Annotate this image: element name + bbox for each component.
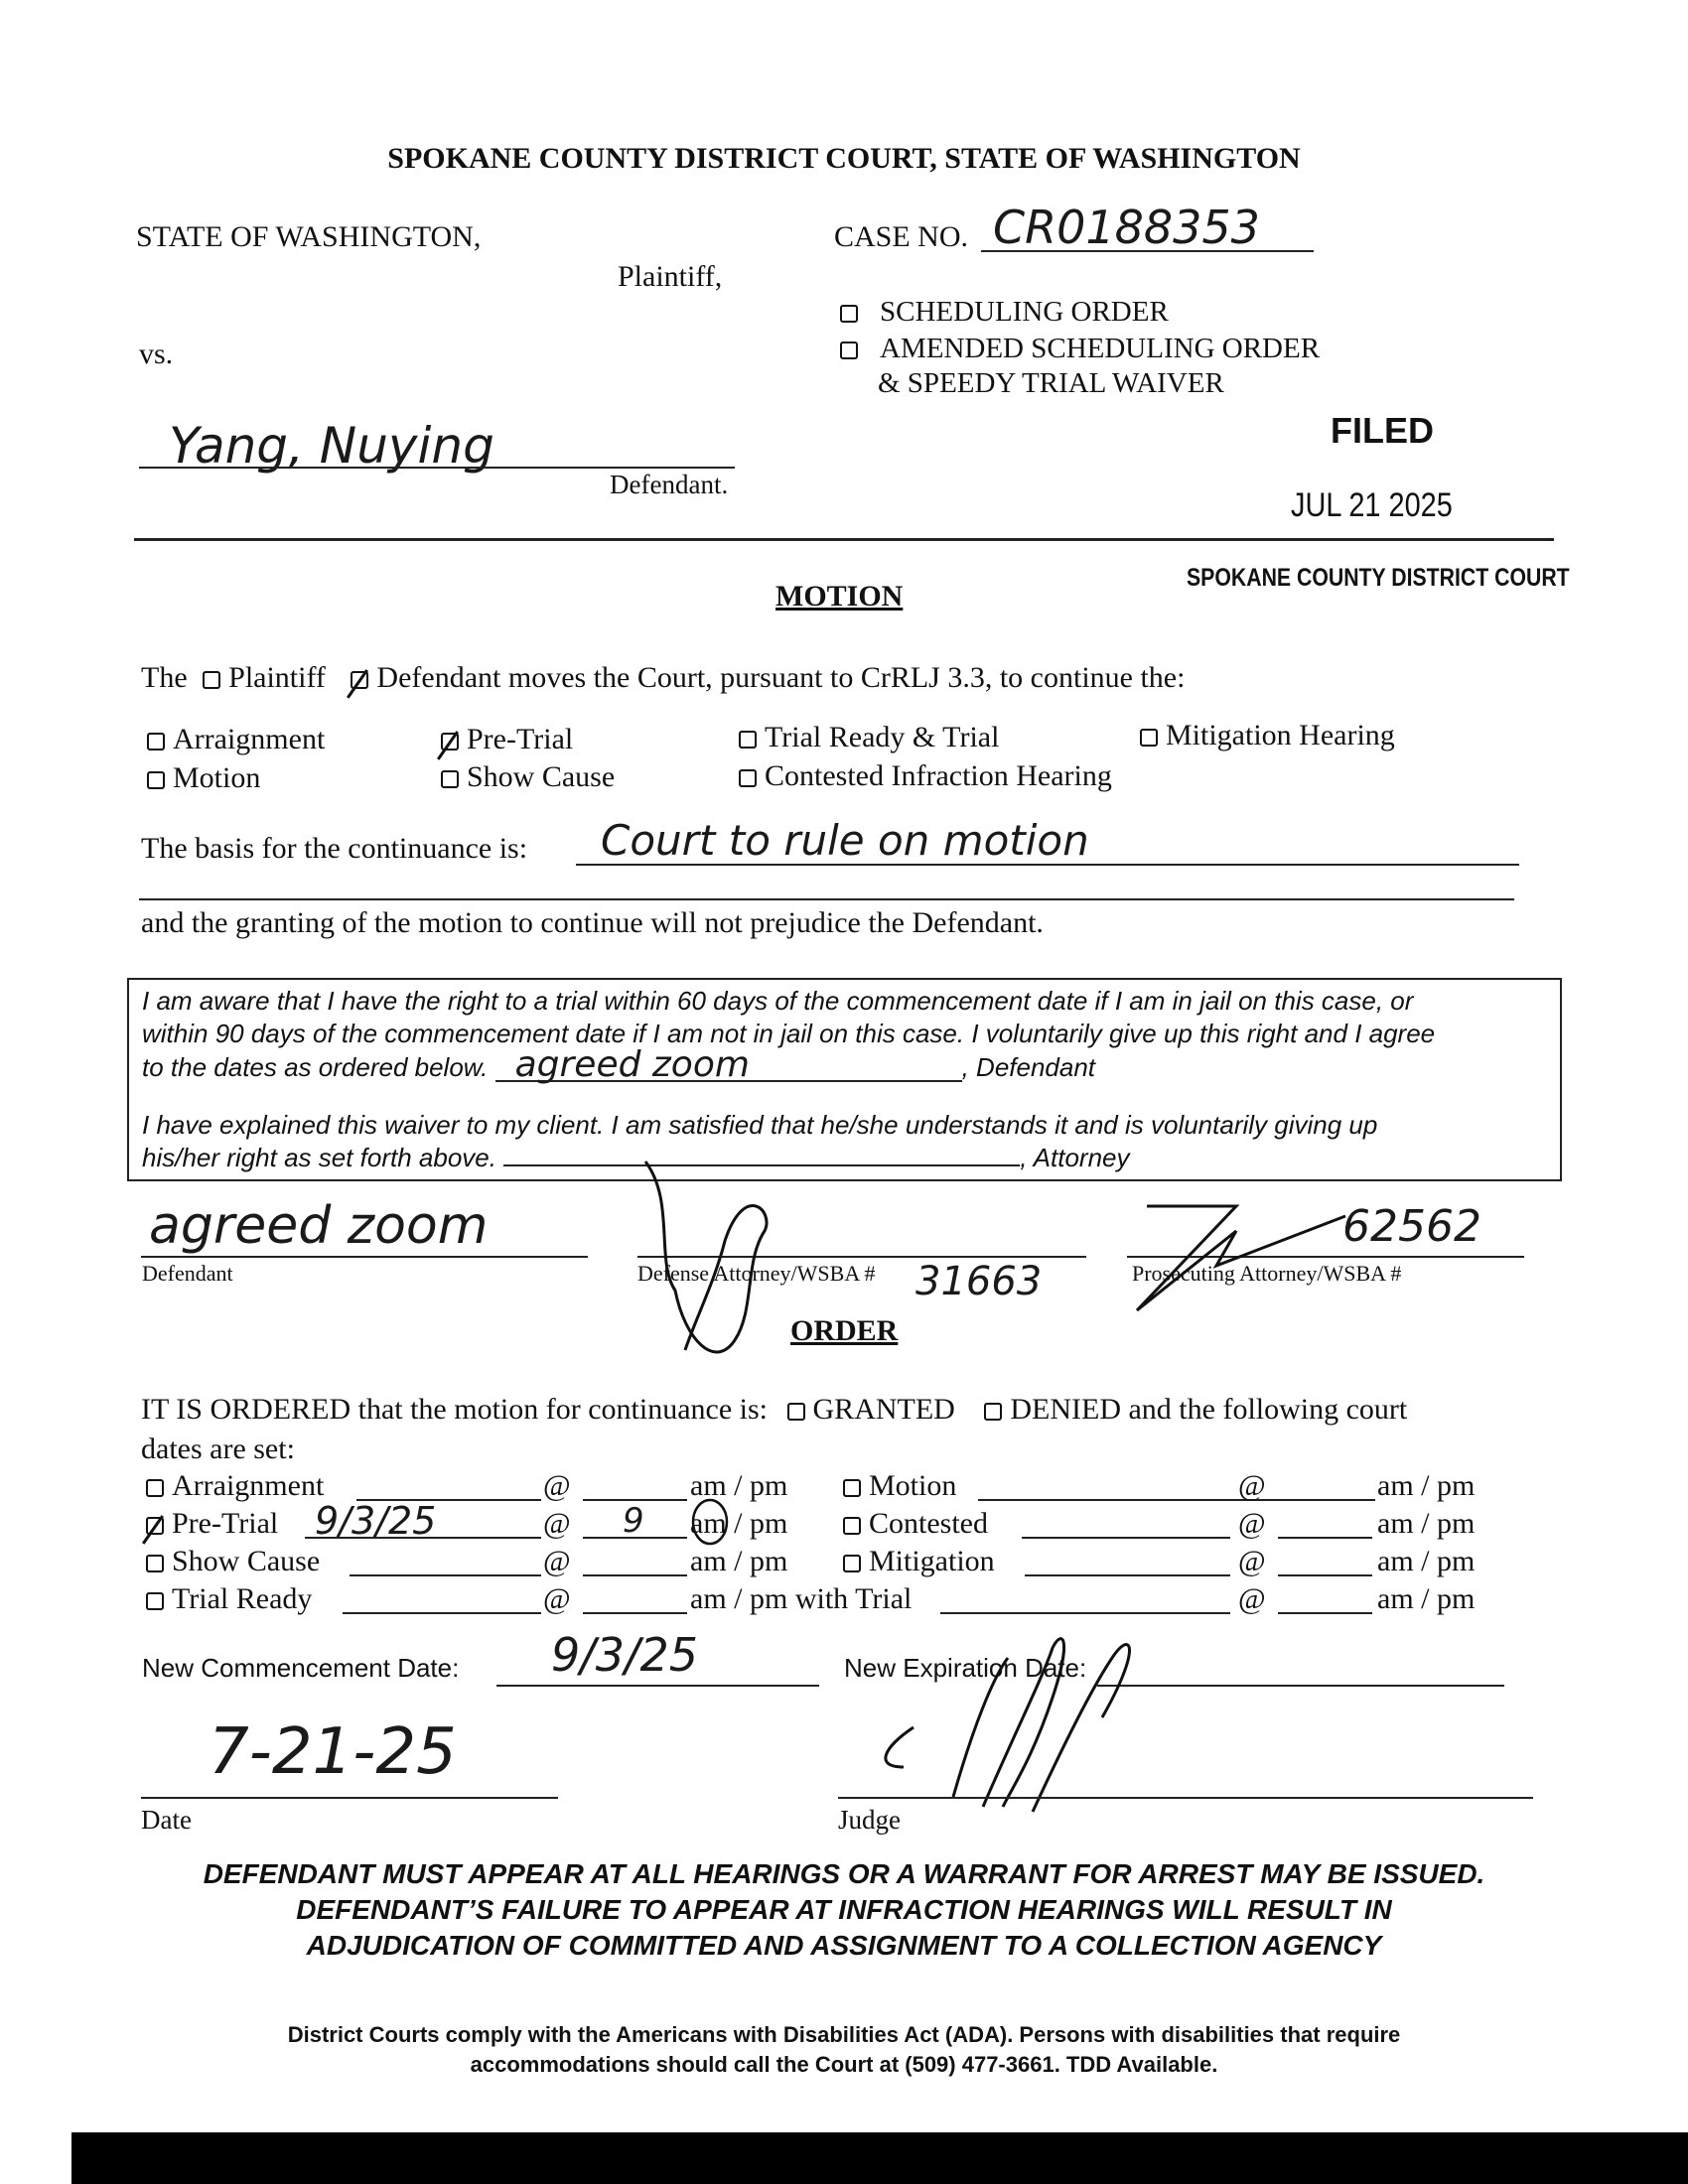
ada-line-1: District Courts comply with the Americans with Disabilities Act (ADA). Persons with disabilities that require	[287, 2022, 1401, 2047]
plaintiff-label: Plaintiff,	[618, 260, 723, 293]
order-row-motion[interactable]: Motion	[843, 1469, 956, 1503]
waiver-line-2: within 90 days of the commencement date if I am not in jail on this case. I voluntarily give up this right and I agree	[142, 1019, 1436, 1048]
scheduling-order-checkbox[interactable]	[840, 305, 858, 323]
prosecutor-wsba-number[interactable]: 62562	[1342, 1201, 1481, 1252]
judge-line	[838, 1797, 1533, 1799]
motion-heading: MOTION	[775, 580, 904, 613]
order-motion-ampm: am / pm	[1377, 1469, 1476, 1502]
order-pre-trial-at: @	[543, 1507, 571, 1540]
order-mitigation-checkbox[interactable]	[843, 1555, 861, 1572]
order-trial-ready-at: @	[543, 1582, 571, 1615]
commencement-line	[496, 1685, 819, 1687]
order-trial-time-line[interactable]	[1278, 1612, 1372, 1614]
order-arraignment-ampm: am / pm	[690, 1469, 788, 1502]
basis-label: The basis for the continuance is:	[141, 832, 528, 865]
order-date-value[interactable]: 7-21-25	[209, 1715, 457, 1789]
waiver-line-1: I am aware that I have the right to a trial within 60 days of the commencement date if I am in jail on this case, or	[142, 986, 1414, 1016]
scheduling-order-option[interactable]: SCHEDULING ORDER	[840, 296, 1169, 329]
granted-checkbox[interactable]	[787, 1403, 805, 1421]
plaintiff-name: STATE OF WASHINGTON,	[136, 220, 482, 253]
order-show-cause-at: @	[543, 1545, 571, 1577]
defendant-name-line	[139, 467, 735, 469]
defendant-name-handwritten: Yang, Nuying	[169, 417, 494, 475]
denied-checkbox[interactable]	[984, 1403, 1002, 1421]
speedy-trial-waiver-label: & SPEEDY TRIAL WAIVER	[878, 367, 1224, 399]
order-contested-at: @	[1238, 1507, 1266, 1540]
waiver-line-4: I have explained this waiver to my client. I am satisfied that he/she understands it and is voluntarily giving up	[142, 1110, 1378, 1140]
order-date-line	[141, 1797, 558, 1799]
motion-intro: The Plaintiff Defendant moves the Court, pursuant to CrRLJ 3.3, to continue the:	[141, 661, 1186, 694]
order-trial-ampm: am / pm	[1377, 1582, 1476, 1615]
order-trial-ready-ampm: am / pm with Trial	[690, 1582, 913, 1615]
amended-scheduling-order-checkbox[interactable]	[840, 341, 858, 359]
order-trial-date-line[interactable]	[940, 1612, 1230, 1614]
order-row-show-cause[interactable]: Show Cause	[146, 1545, 320, 1578]
defense-attorney-label: Defense Attorney/WSBA #	[637, 1261, 876, 1286]
pre-trial-checkbox[interactable]	[441, 733, 459, 751]
waiver-line-3: to the dates as ordered below. agreed zoom , Defendant	[142, 1044, 1096, 1085]
warning-line-2: DEFENDANT’S FAILURE TO APPEAR AT INFRACTION HEARINGS WILL RESULT IN	[296, 1894, 1392, 1925]
plaintiff-checkbox[interactable]	[203, 671, 220, 689]
defendant-waiver-signature[interactable]: agreed zoom	[495, 1050, 962, 1082]
expiration-label: New Expiration Date:	[844, 1653, 1087, 1683]
order-row-arraignment[interactable]: Arraignment	[146, 1469, 324, 1503]
order-pre-trial-time[interactable]: 9	[623, 1501, 644, 1541]
commencement-value[interactable]: 9/3/25	[551, 1628, 699, 1682]
header-divider	[134, 538, 1554, 541]
order-mitigation-at: @	[1238, 1545, 1266, 1577]
order-row-pre-trial[interactable]: Pre-Trial	[146, 1507, 278, 1541]
vs-label: vs.	[139, 338, 174, 370]
am-circle-mark	[690, 1497, 730, 1547]
ada-line-2: accommodations should call the Court at (509) 477-3661. TDD Available.	[470, 2052, 1218, 2077]
order-motion-checkbox[interactable]	[843, 1479, 861, 1497]
hearing-motion[interactable]: Motion	[147, 761, 260, 795]
order-contested-ampm: am / pm	[1377, 1507, 1476, 1540]
hearing-contested-infraction[interactable]: Contested Infraction Hearing	[739, 759, 1112, 793]
order-trial-at: @	[1238, 1582, 1266, 1615]
defense-wsba-number[interactable]: 31663	[915, 1259, 1043, 1304]
defendant-label: Defendant.	[610, 470, 729, 499]
waiver-line-5: his/her right as set forth above. , Attorney	[142, 1143, 1130, 1172]
order-mitigation-date-line[interactable]	[1025, 1574, 1230, 1576]
order-pre-trial-time-line	[583, 1537, 687, 1539]
warning-line-3: ADJUDICATION OF COMMITTED AND ASSIGNMENT TO A COLLECTION AGENCY	[306, 1930, 1382, 1961]
order-row-contested[interactable]: Contested	[843, 1507, 988, 1541]
order-pre-trial-date[interactable]: 9/3/25	[315, 1499, 437, 1543]
order-arraignment-at: @	[543, 1469, 571, 1502]
motion-checkbox[interactable]	[147, 771, 165, 789]
order-row-trial-ready[interactable]: Trial Ready	[146, 1582, 312, 1616]
defense-attorney-signature	[616, 1142, 794, 1380]
amended-scheduling-order-option[interactable]: AMENDED SCHEDULING ORDER	[840, 333, 1320, 365]
order-contested-checkbox[interactable]	[843, 1517, 861, 1535]
judge-signature	[864, 1618, 1192, 1817]
order-contested-time-line[interactable]	[1278, 1537, 1372, 1539]
defendant-signature[interactable]: agreed zoom	[149, 1196, 489, 1256]
defendant-signature-label: Defendant	[142, 1261, 233, 1286]
order-motion-at: @	[1238, 1469, 1266, 1502]
order-heading: ORDER	[790, 1314, 899, 1347]
order-dates-grid	[146, 1469, 1556, 1628]
prosecutor-signature	[1127, 1186, 1355, 1315]
show-cause-checkbox[interactable]	[441, 770, 459, 788]
order-show-cause-checkbox[interactable]	[146, 1555, 164, 1572]
order-show-cause-date-line[interactable]	[350, 1574, 541, 1576]
order-trial-ready-date-line[interactable]	[343, 1612, 541, 1614]
hearing-arraignment[interactable]: Arraignment	[147, 723, 325, 756]
order-ordered-line: IT IS ORDERED that the motion for continuance is: GRANTED DENIED and the following court	[141, 1393, 1408, 1426]
order-motion-time-line[interactable]	[1278, 1499, 1372, 1501]
scan-footer-bar	[71, 2132, 1688, 2184]
order-pre-trial-ampm: am / pm	[690, 1507, 788, 1540]
court-title: SPOKANE COUNTY DISTRICT COURT, STATE OF WASHINGTON	[387, 142, 1301, 175]
filed-date-stamp: JUL 21 2025	[1291, 486, 1453, 524]
order-pre-trial-date-line	[305, 1537, 541, 1539]
order-trial-ready-checkbox[interactable]	[146, 1592, 164, 1610]
arraignment-checkbox[interactable]	[147, 733, 165, 751]
prosecutor-label: Prosecuting Attorney/WSBA #	[1132, 1261, 1402, 1286]
commencement-label: New Commencement Date:	[142, 1653, 460, 1683]
order-date-label: Date	[141, 1805, 192, 1835]
trial-ready-checkbox[interactable]	[739, 731, 757, 749]
hearing-show-cause[interactable]: Show Cause	[441, 760, 615, 794]
dates-are-set: dates are set:	[141, 1433, 295, 1465]
defendant-checkbox[interactable]	[351, 671, 368, 689]
order-trial-ready-time-line[interactable]	[583, 1612, 687, 1614]
hearing-mitigation[interactable]: Mitigation Hearing	[1140, 719, 1395, 752]
filed-stamp: FILED	[1331, 410, 1434, 451]
case-no-value[interactable]: CR0188353	[993, 201, 1260, 254]
order-contested-date-line[interactable]	[1022, 1537, 1230, 1539]
hearing-trial-ready[interactable]: Trial Ready & Trial	[739, 721, 999, 754]
defendant-signature-line	[141, 1256, 588, 1258]
order-pre-trial-checkbox[interactable]	[146, 1517, 164, 1535]
basis-line-1	[576, 864, 1519, 866]
order-arraignment-checkbox[interactable]	[146, 1479, 164, 1497]
order-show-cause-time-line[interactable]	[583, 1574, 687, 1576]
filed-court-stamp: SPOKANE COUNTY DISTRICT COURT	[1187, 564, 1570, 592]
prejudice-text: and the granting of the motion to continue will not prejudice the Defendant.	[141, 906, 1044, 939]
basis-line-2	[139, 898, 1514, 900]
basis-value[interactable]: Court to rule on motion	[601, 816, 1089, 865]
hearing-pre-trial[interactable]: Pre-Trial	[441, 723, 573, 756]
case-no-label: CASE NO.	[834, 220, 969, 253]
order-show-cause-ampm: am / pm	[690, 1545, 788, 1577]
warning-line-1: DEFENDANT MUST APPEAR AT ALL HEARINGS OR A WARRANT FOR ARREST MAY BE ISSUED.	[203, 1858, 1485, 1889]
mitigation-checkbox[interactable]	[1140, 729, 1158, 747]
contested-infraction-checkbox[interactable]	[739, 769, 757, 787]
order-mitigation-ampm: am / pm	[1377, 1545, 1476, 1577]
case-no-line	[981, 250, 1314, 252]
order-row-mitigation[interactable]: Mitigation	[843, 1545, 995, 1578]
judge-label: Judge	[838, 1805, 901, 1835]
order-mitigation-time-line[interactable]	[1278, 1574, 1372, 1576]
